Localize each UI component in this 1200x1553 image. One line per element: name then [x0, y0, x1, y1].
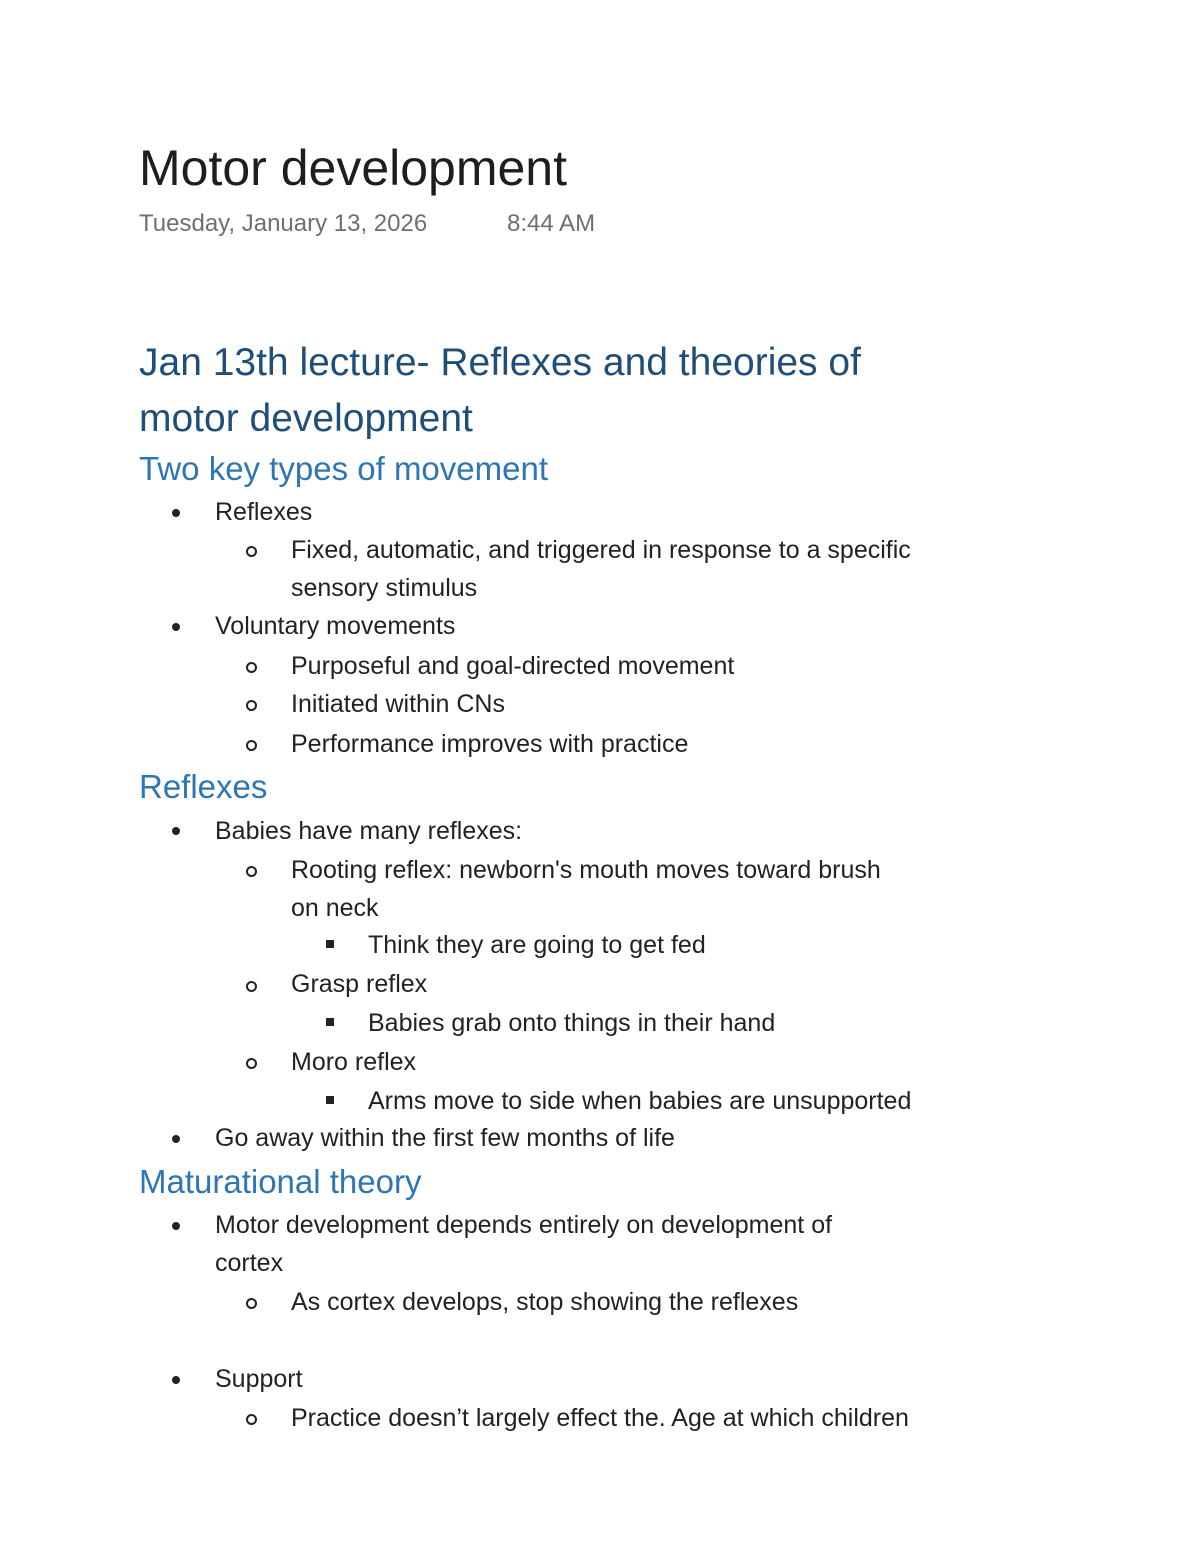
list-item-moro-detail: Arms move to side when babies are unsupported	[368, 1087, 912, 1115]
list-item-motor-cortex-1: Motor development depends entirely on development of	[215, 1211, 833, 1239]
list-item-practice: Practice doesn’t largely effect the. Age at which children	[291, 1404, 909, 1432]
page-title: Motor development	[139, 140, 568, 196]
bullet-ring	[246, 866, 257, 877]
note-date: Tuesday, January 13, 2026	[139, 210, 428, 237]
list-item-grasp: Grasp reflex	[291, 970, 428, 998]
heading-maturational-theory: Maturational theory	[139, 1163, 422, 1200]
bullet-ring	[246, 546, 257, 557]
bullet-dot	[172, 1222, 180, 1230]
list-item-voluntary: Voluntary movements	[215, 612, 456, 640]
bullet-square	[326, 940, 334, 948]
bullet-dot	[172, 827, 180, 835]
list-item-go-away: Go away within the first few months of life	[215, 1124, 675, 1152]
bullet-ring	[246, 981, 257, 992]
bullet-ring	[246, 700, 257, 711]
list-item-babies-reflexes: Babies have many reflexes:	[215, 817, 523, 845]
list-item-grasp-detail: Babies grab onto things in their hand	[368, 1009, 776, 1037]
bullet-dot	[172, 509, 180, 517]
bullet-dot	[172, 623, 180, 631]
bullet-ring	[246, 1298, 257, 1309]
bullet-ring	[246, 740, 257, 751]
list-item-support: Support	[215, 1365, 303, 1393]
heading-two-key-types: Two key types of movement	[139, 450, 549, 487]
list-item-rooting-detail: Think they are going to get fed	[368, 931, 706, 959]
lecture-heading-line-2: motor development	[139, 397, 473, 440]
list-item-moro: Moro reflex	[291, 1048, 417, 1076]
bullet-dot	[172, 1376, 180, 1384]
list-item-voluntary-detail-1: Purposeful and goal-directed movement	[291, 652, 735, 680]
bullet-square	[326, 1018, 334, 1026]
list-item-voluntary-detail-3: Performance improves with practice	[291, 730, 689, 758]
bullet-ring	[246, 1414, 257, 1425]
list-item-cortex-develops: As cortex develops, stop showing the reflexes	[291, 1288, 799, 1316]
heading-reflexes: Reflexes	[139, 768, 268, 805]
note-time: 8:44 AM	[507, 210, 596, 237]
list-item-rooting-1: Rooting reflex: newborn's mouth moves toward brush	[291, 856, 881, 884]
bullet-square	[326, 1096, 334, 1104]
list-item-reflexes: Reflexes	[215, 498, 313, 526]
lecture-heading-line-1: Jan 13th lecture- Reflexes and theories of	[139, 341, 861, 384]
list-item-motor-cortex-2: cortex	[215, 1249, 284, 1277]
bullet-ring	[246, 662, 257, 673]
list-item-voluntary-detail-2: Initiated within CNs	[291, 690, 505, 718]
list-item-reflexes-detail-2: sensory stimulus	[291, 574, 478, 602]
bullet-ring	[246, 1058, 257, 1069]
bullet-dot	[172, 1135, 180, 1143]
list-item-reflexes-detail-1: Fixed, automatic, and triggered in response to a specific	[291, 536, 911, 564]
list-item-rooting-2: on neck	[291, 894, 379, 922]
